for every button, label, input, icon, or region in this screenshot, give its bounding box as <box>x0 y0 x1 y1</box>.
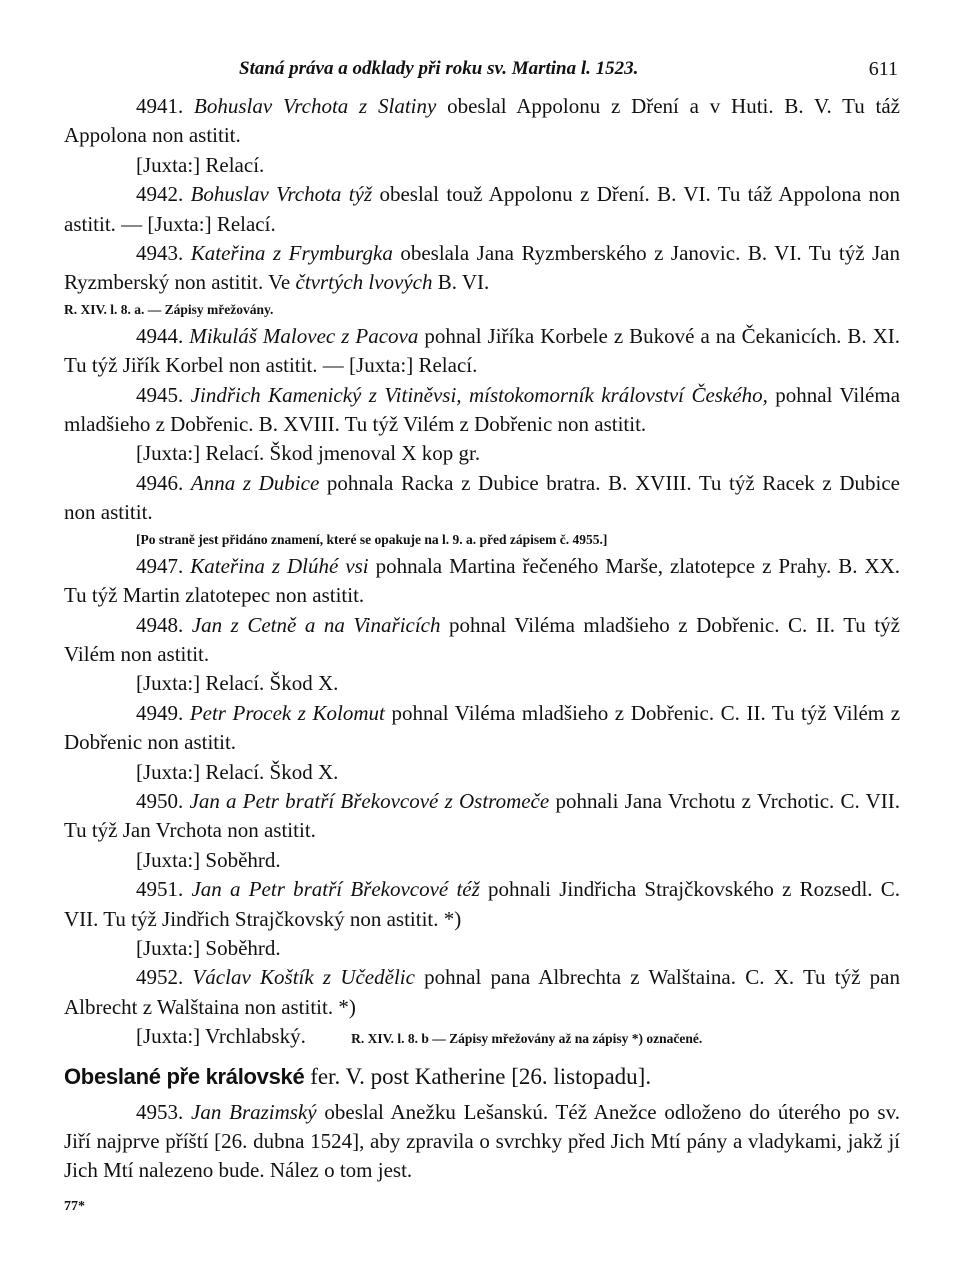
entry-number: 4943. <box>136 241 184 266</box>
juxta-text: [Juxta:] Vrchlabský. <box>136 1024 306 1049</box>
entry-party: Jan a Petr bratří Břekovcové z Ostromeče <box>189 788 550 813</box>
entry-number: 4949. <box>136 700 184 725</box>
section-heading-rest: fer. V. post Katherine [26. listopadu]. <box>310 1063 652 1089</box>
entry-4949-juxta: [Juxta:] Relací. Škod X. <box>136 759 339 784</box>
entry-4952-note: R. XIV. l. 8. b — Zápisy mřežovány až na zápisy *) označené. <box>351 1031 703 1047</box>
entry-party: Jan Brazimský <box>191 1099 317 1124</box>
section-heading <box>64 1062 900 1092</box>
entry-text: B. VI. <box>437 270 490 295</box>
entry-4951 <box>64 875 900 934</box>
page-number: 611 <box>868 58 898 80</box>
entry-text: obeslala Jana Ryzmberského z Janovic. B. VI. Tu týž Jan Ryzmberský non astitit. Ve <box>64 241 901 295</box>
entry-4949 <box>64 699 900 758</box>
entry-party: Jan a Petr bratří Břekovcové též <box>191 877 480 902</box>
entry-text: pohnali Jindřicha Strajčkovského z Rozsedl. C. VII. Tu týž Jindřich Strajčkovský non astitit. *) <box>64 877 900 931</box>
section-heading-bold: Obeslané pře královské <box>64 1063 305 1089</box>
entry-4941 <box>64 92 900 151</box>
entry-text: pohnali Jana Vrchotu z Vrchotic. C. VII. Tu týž Jan Vrchota non astitit. <box>64 788 901 843</box>
entry-4946-note: [Po straně jest přidáno znamení, které se opakuje na l. 9. a. před zápisem č. 4955.] <box>136 531 608 547</box>
entry-4947 <box>64 552 900 611</box>
entry-number: 4946. <box>136 470 184 495</box>
entry-4944 <box>64 322 900 381</box>
entry-party: Bohuslav Vrchota týž <box>190 182 373 207</box>
entry-4952-juxta <box>136 1022 900 1053</box>
entry-text: pohnala Martina řečeného Marše, zlatotepce z Prahy. B. XX. Tu týž Martin zlatotepec non astitit. <box>64 553 901 608</box>
running-title: Staná práva a odklady při roku sv. Martina l. 1523. <box>239 58 639 79</box>
entry-text: pohnal pana Albrechta z Walštaina. C. X. Tu týž pan Albrecht z Walštaina non astitit. *) <box>64 965 900 1019</box>
entry-4948 <box>64 611 900 670</box>
entry-4945-juxta: [Juxta:] Relací. Škod jmenoval X kop gr. <box>136 441 481 466</box>
entry-number: 4945. <box>136 382 184 407</box>
entry-number: 4941. <box>136 94 184 118</box>
entry-4948-juxta: [Juxta:] Relací. Škod X. <box>136 671 339 696</box>
entry-party: Jan z Cetně a na Vinařicích <box>191 612 441 637</box>
entry-4952 <box>64 963 900 1022</box>
entry-text: obeslal Anežku Lešanskú. Též Anežce odloženo do úterého po sv. Jiří najprve příští [26. dubna 1524], aby zpravila o svrchky před Jich Mtí pány a vladykami, jakž jí Jich Mtí nalezeno bude. Nález o tom jest. <box>64 1099 900 1183</box>
entry-party: Mikuláš Malovec z Pacova <box>189 323 419 348</box>
entry-number: 4950. <box>136 788 184 813</box>
entry-number: 4944. <box>136 323 184 348</box>
entry-number: 4953. <box>136 1099 184 1124</box>
entry-4951-juxta: [Juxta:] Soběhrd. <box>136 935 281 960</box>
entries-body <box>64 92 900 1221</box>
entry-italic: čtvrtých lvových <box>295 270 433 295</box>
entry-4950-juxta: [Juxta:] Soběhrd. <box>136 847 281 872</box>
document-page <box>64 52 900 1221</box>
entry-party: Petr Procek z Kolomut <box>189 700 385 725</box>
entry-4941-juxta: [Juxta:] Relací. <box>136 152 265 177</box>
entry-party: Kateřina z Dlúhé vsi <box>190 553 369 578</box>
entry-number: 4942. <box>136 182 184 207</box>
entry-text: obeslal touž Appolonu z Dření. B. VI. Tu táž Appolona non astitit. — [Juxta:] Relací. <box>64 182 901 236</box>
entry-party: Jindřich Kamenický z Vitiněvsi, místokomorník království Českého, <box>190 382 768 407</box>
entry-party: Kateřina z Frymburgka <box>190 241 393 266</box>
entry-4943-note: R. XIV. l. 8. a. — Zápisy mřežovány. <box>64 301 274 317</box>
entry-4953 <box>64 1098 900 1186</box>
entry-number: 4952. <box>136 965 184 990</box>
entry-4943 <box>64 239 900 298</box>
entry-text: obeslal Appolonu z Dření a v Huti. B. V. Tu táž Appolona non astitit. <box>64 94 900 148</box>
entry-text: pohnal Viléma mladšieho z Dobřenic. C. II. Tu týž Vilém z Dobřenic non astitit. <box>64 700 901 755</box>
entry-number: 4948. <box>136 612 184 637</box>
entry-text: pohnal Jiříka Korbele z Bukové a na Čekanicích. B. XI. Tu týž Jiřík Korbel non astitit. — [Juxta:] Relací. <box>64 323 901 378</box>
entry-4950 <box>64 787 900 846</box>
entry-4946 <box>64 469 900 528</box>
entry-4945 <box>64 381 900 440</box>
entry-party: Václav Koštík z Učedělic <box>192 965 415 990</box>
signature-mark: 77* <box>64 1198 85 1214</box>
entry-number: 4951. <box>136 877 184 902</box>
entry-text: pohnala Racka z Dubice bratra. B. XVIII. Tu týž Racek z Dubice non astitit. <box>64 470 900 525</box>
entry-number: 4947. <box>136 553 184 578</box>
entry-party: Anna z Dubice <box>190 470 320 495</box>
entry-text: pohnal Viléma mladšieho z Dobřenic. B. XVIII. Tu týž Vilém z Dobřenic non astitit. <box>64 382 901 437</box>
entry-text: pohnal Viléma mladšieho z Dobřenic. C. II. Tu týž Vilém non astitit. <box>64 612 900 666</box>
page-header <box>64 52 900 92</box>
entry-4942 <box>64 180 900 239</box>
entry-party: Bohuslav Vrchota z Slatiny <box>194 94 437 118</box>
